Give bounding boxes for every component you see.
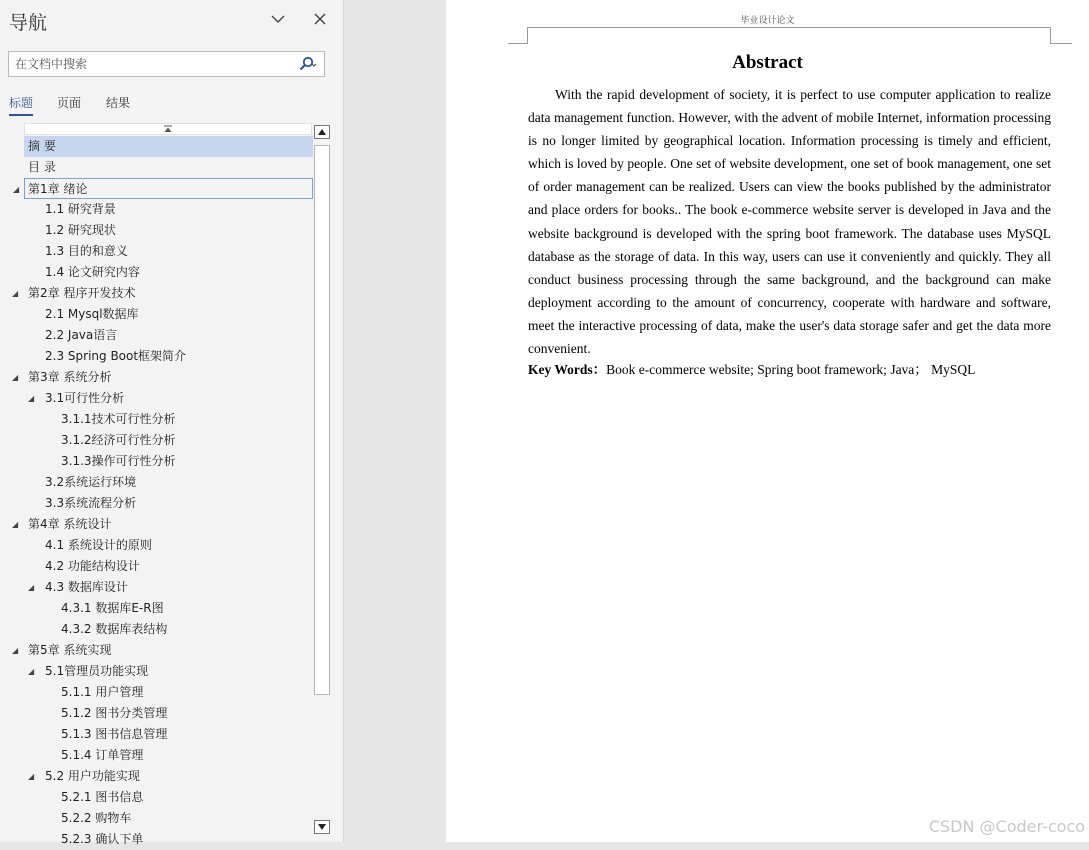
heading-item-label: 第5章 系统实现 <box>28 643 112 657</box>
heading-item[interactable] <box>12 640 313 661</box>
watermark-text: CSDN @Coder-coco <box>928 817 1085 836</box>
triangle-down-icon <box>318 824 326 830</box>
tab-pages[interactable]: 页面 <box>57 96 82 110</box>
heading-item-label: 第3章 系统分析 <box>28 370 112 384</box>
crop-mark <box>527 27 528 43</box>
collapse-up-icon <box>163 125 173 134</box>
heading-item-label: 1.2 研究现状 <box>45 223 116 237</box>
heading-item-label: 5.2 用户功能实现 <box>45 769 140 783</box>
heading-item[interactable] <box>24 598 313 619</box>
expand-caret-icon[interactable]: ◢ <box>28 772 35 781</box>
heading-item[interactable] <box>24 703 313 724</box>
tab-headings[interactable]: 标题 <box>9 94 33 116</box>
chevron-down-icon <box>267 8 289 30</box>
keywords-label: Key Words： <box>528 362 607 377</box>
heading-item-label: 5.1管理员功能实现 <box>45 664 149 678</box>
heading-item-label: 1.3 目的和意义 <box>45 244 128 258</box>
heading-item[interactable] <box>24 808 313 829</box>
heading-item[interactable] <box>24 493 313 514</box>
heading-item-label: 5.1.1 用户管理 <box>61 685 144 699</box>
nav-pane-title: 导航 <box>9 12 48 34</box>
heading-item[interactable] <box>24 535 313 556</box>
document-title: Abstract <box>732 52 803 73</box>
crop-mark <box>1050 43 1072 44</box>
page-header: 毕业设计论文 <box>740 16 795 26</box>
tab-results[interactable]: 结果 <box>106 96 131 110</box>
heading-item[interactable] <box>24 304 313 325</box>
heading-item-label: 第2章 程序开发技术 <box>28 286 136 300</box>
abstract-paragraph: With the rapid development of society, it is perfect to use computer application to realize data management function. However, with the advent of mobile Internet, information processing is no longer limited by geographical location. Information processing is timely and efficient, which is loved by people. One set of website development, one set of book management, one set of order management can be realized. Users can view the books published by the administrator and place orders for books.. The book e-commerce website server is developed in Java and the website background is developed with the spring boot framework. The database uses MySQL database as the storage of data. In this way, users can use it conveniently and quickly. They all conduct business processing through the same background, and the background can make deployment according to the amount of concurrency, cooperate with hardware and software, meet the interactive processing of data, make the user's data storage safer and get the data more convenient. <box>528 87 1051 357</box>
search-input[interactable] <box>9 52 293 76</box>
heading-item[interactable] <box>24 682 313 703</box>
heading-item-label: 3.1.3操作可行性分析 <box>61 454 176 468</box>
heading-item-label: 摘 要 <box>28 139 56 153</box>
close-icon <box>309 8 331 30</box>
heading-item-label: 3.1.2经济可行性分析 <box>61 433 176 447</box>
expand-caret-icon[interactable]: ◢ <box>28 394 35 403</box>
heading-item-label: 2.1 Mysql数据库 <box>45 307 139 321</box>
heading-item-label: 5.2.3 确认下单 <box>61 832 144 846</box>
heading-item[interactable] <box>24 451 313 472</box>
expand-caret-icon[interactable]: ◢ <box>28 667 35 676</box>
document-canvas <box>345 0 1089 842</box>
crop-mark <box>1050 27 1051 43</box>
heading-item[interactable] <box>24 787 313 808</box>
expand-caret-icon[interactable]: ◢ <box>12 289 19 298</box>
keywords-text: Book e-commerce website; Spring boot framework; Java； MySQL <box>606 362 976 377</box>
search-box <box>8 51 325 77</box>
nav-scrollbar[interactable] <box>314 125 330 834</box>
heading-item-label: 2.3 Spring Boot框架简介 <box>45 349 187 363</box>
heading-item[interactable] <box>24 661 313 682</box>
expand-caret-icon[interactable]: ◢ <box>12 373 19 382</box>
heading-item[interactable] <box>24 241 313 262</box>
heading-item-label: 5.2.2 购物车 <box>61 811 132 825</box>
search-icon <box>298 55 318 73</box>
heading-item-label: 4.3.2 数据库表结构 <box>61 622 168 636</box>
expand-caret-icon[interactable]: ◢ <box>28 583 35 592</box>
heading-item[interactable] <box>24 745 313 766</box>
header-rule <box>527 27 1050 28</box>
expand-caret-icon[interactable]: ◢ <box>12 520 19 529</box>
heading-item-label: 5.2.1 图书信息 <box>61 790 144 804</box>
heading-item[interactable] <box>13 178 313 199</box>
heading-item[interactable] <box>24 619 313 640</box>
search-button[interactable] <box>298 55 318 73</box>
nav-options-button[interactable] <box>267 8 289 30</box>
heading-item[interactable] <box>24 577 313 598</box>
heading-item-label: 第1章 绪论 <box>28 182 88 196</box>
collapse-all-button[interactable] <box>24 123 312 135</box>
heading-item-label: 目 录 <box>28 160 56 174</box>
heading-tree <box>0 123 332 846</box>
heading-item[interactable] <box>24 157 313 178</box>
heading-item[interactable] <box>24 199 313 220</box>
crop-mark <box>508 43 528 44</box>
heading-item-label: 1.1 研究背景 <box>45 202 116 216</box>
nav-close-button[interactable] <box>309 8 331 30</box>
heading-item[interactable] <box>24 325 313 346</box>
heading-item[interactable] <box>24 472 313 493</box>
heading-item-label: 第4章 系统设计 <box>28 517 112 531</box>
heading-item-label: 5.1.2 图书分类管理 <box>61 706 168 720</box>
heading-item[interactable] <box>12 367 313 388</box>
heading-item[interactable] <box>24 556 313 577</box>
heading-item-label: 4.3 数据库设计 <box>45 580 128 594</box>
heading-item-label: 3.1可行性分析 <box>45 391 125 405</box>
heading-item[interactable] <box>24 766 313 787</box>
heading-item[interactable] <box>12 283 313 304</box>
heading-item-label: 4.2 功能结构设计 <box>45 559 140 573</box>
triangle-up-icon <box>318 129 326 135</box>
heading-item[interactable] <box>24 829 313 850</box>
heading-item-label: 3.2系统运行环境 <box>45 475 137 489</box>
heading-item[interactable] <box>24 388 313 409</box>
heading-item-label: 3.3系统流程分析 <box>45 496 137 510</box>
expand-caret-icon[interactable]: ◢ <box>12 646 19 655</box>
expand-caret-icon[interactable]: ◢ <box>13 185 20 194</box>
heading-item-label: 2.2 Java语言 <box>45 328 118 342</box>
heading-item[interactable] <box>24 724 313 745</box>
heading-item-label: 3.1.1技术可行性分析 <box>61 412 176 426</box>
scroll-thumb[interactable] <box>314 145 330 695</box>
heading-item-label: 1.4 论文研究内容 <box>45 265 140 279</box>
heading-item[interactable] <box>24 262 313 283</box>
keywords-line <box>528 359 1051 381</box>
heading-item-label: 4.1 系统设计的原则 <box>45 538 152 552</box>
heading-item-label: 5.1.3 图书信息管理 <box>61 727 168 741</box>
document-page[interactable] <box>446 0 1089 842</box>
heading-item[interactable] <box>24 430 313 451</box>
heading-item[interactable] <box>12 514 313 535</box>
scroll-down-button[interactable] <box>314 820 330 834</box>
heading-item[interactable] <box>24 136 313 157</box>
heading-item[interactable] <box>24 346 313 367</box>
heading-item[interactable] <box>24 409 313 430</box>
heading-item-label: 4.3.1 数据库E-R图 <box>61 601 164 615</box>
navigation-pane <box>0 0 344 846</box>
heading-item[interactable] <box>24 220 313 241</box>
heading-item-label: 5.1.4 订单管理 <box>61 748 144 762</box>
scroll-up-button[interactable] <box>314 125 330 139</box>
